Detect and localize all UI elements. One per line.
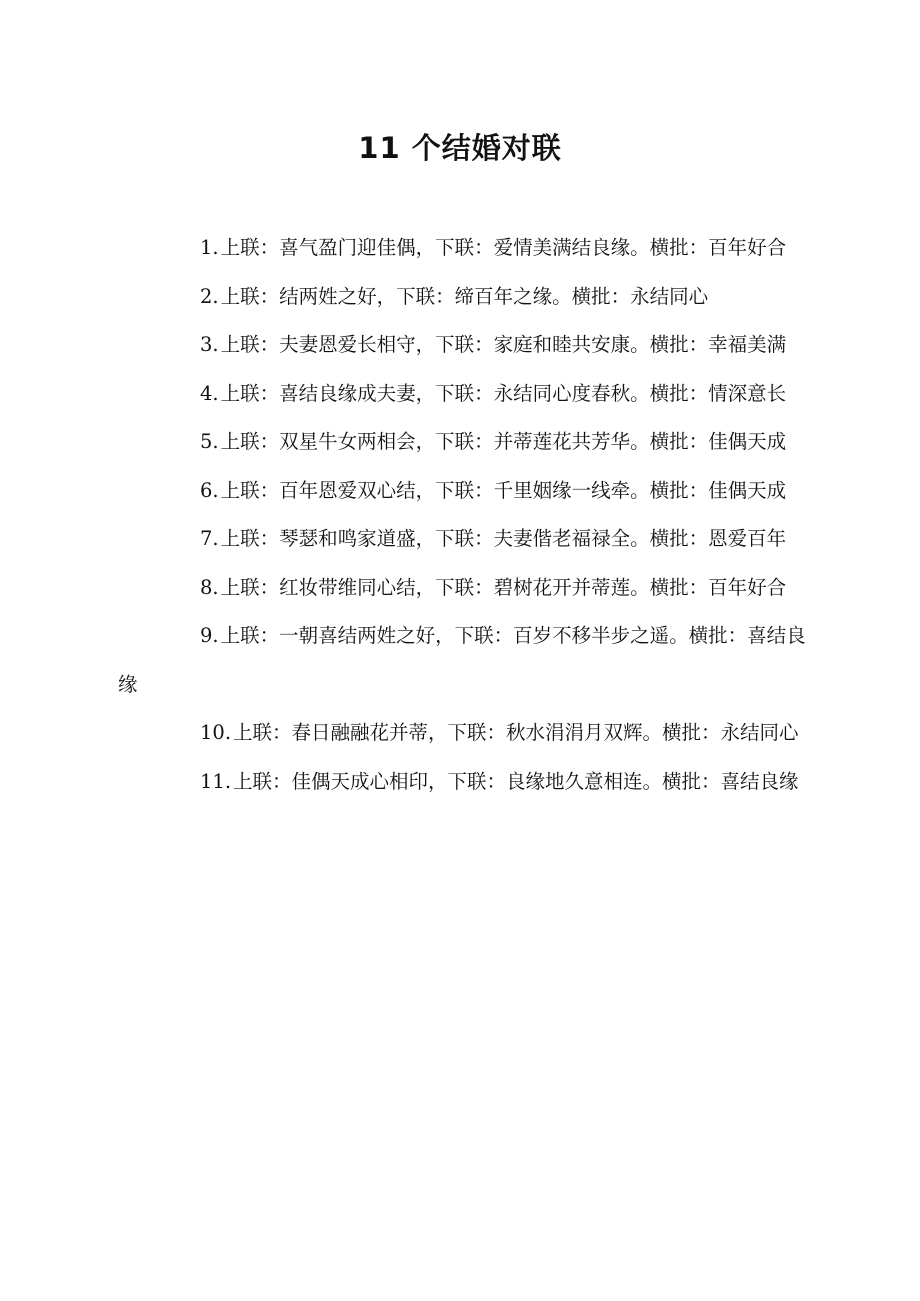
- couplet-number: 4: [200, 381, 213, 405]
- couplet-separator: .: [224, 769, 232, 793]
- couplet-item: [118, 758, 818, 807]
- couplet-number: 5: [200, 430, 213, 453]
- couplet-number: 7: [200, 527, 213, 550]
- couplet-separator: .: [212, 430, 219, 453]
- couplet-list: [118, 224, 818, 806]
- couplet-text: 上联：喜结良缘成夫妻，下联：永结同心度春秋。横批：情深意长: [220, 381, 787, 405]
- couplet-separator: .: [212, 575, 219, 599]
- couplet-item: [118, 467, 818, 516]
- couplet-text: 上联：喜气盈门迎佳偶，下联：爱情美满结良缘。横批：百年好合: [220, 236, 787, 259]
- couplet-separator: .: [212, 624, 219, 647]
- couplet-separator: .: [212, 333, 219, 356]
- couplet-text: 上联：双星牛女两相会，下联：并蒂莲花共芳华。横批：佳偶天成: [220, 430, 787, 453]
- couplet-text: 上联：百年恩爱双心结，下联：千里姻缘一线牵。横批：佳偶天成: [220, 478, 787, 502]
- couplet-item: [118, 418, 818, 467]
- couplet-separator: .: [212, 527, 219, 550]
- couplet-number: 9: [200, 624, 213, 647]
- couplet-item: [118, 273, 818, 322]
- couplet-separator: .: [224, 721, 232, 744]
- couplet-item: [118, 224, 818, 273]
- couplet-separator: .: [212, 236, 219, 259]
- couplet-item: [118, 370, 818, 419]
- couplet-number: 3: [200, 333, 213, 356]
- couplet-item: [118, 321, 818, 370]
- page-title: 11 个结婚对联: [358, 131, 562, 165]
- couplet-item: [118, 612, 818, 709]
- couplet-text: 上联：春日融融花并蒂，下联：秋水涓涓月双辉。横批：永结同心: [233, 721, 799, 744]
- couplet-separator: .: [212, 478, 219, 502]
- couplet-text: 上联：夫妻恩爱长相守，下联：家庭和睦共安康。横批：幸福美满: [220, 333, 787, 356]
- couplet-number: 10: [200, 721, 225, 744]
- couplet-item: [118, 709, 818, 758]
- couplet-text: 上联：琴瑟和鸣家道盛，下联：夫妻偕老福禄全。横批：恩爱百年: [220, 527, 787, 550]
- couplet-number: 1: [200, 236, 213, 259]
- couplet-item: [118, 515, 818, 564]
- couplet-number: 6: [200, 478, 213, 502]
- couplet-text: 上联：佳偶天成心相印，下联：良缘地久意相连。横批：喜结良缘: [233, 769, 799, 793]
- couplet-text: 上联：结两姓之好，下联：缔百年之缘。横批：永结同心: [220, 284, 709, 308]
- couplet-separator: .: [212, 284, 219, 308]
- couplet-number: 11: [200, 769, 225, 793]
- couplet-item: [118, 564, 818, 613]
- couplet-text: 上联：红妆带维同心结，下联：碧树花开并蒂莲。横批：百年好合: [220, 575, 787, 599]
- couplet-separator: .: [212, 381, 219, 405]
- couplet-text: 上联：一朝喜结两姓之好，下联：百岁不移半步之遥。横批：喜结良缘: [118, 624, 806, 696]
- couplet-number: 8: [200, 575, 213, 599]
- couplet-number: 2: [200, 284, 213, 308]
